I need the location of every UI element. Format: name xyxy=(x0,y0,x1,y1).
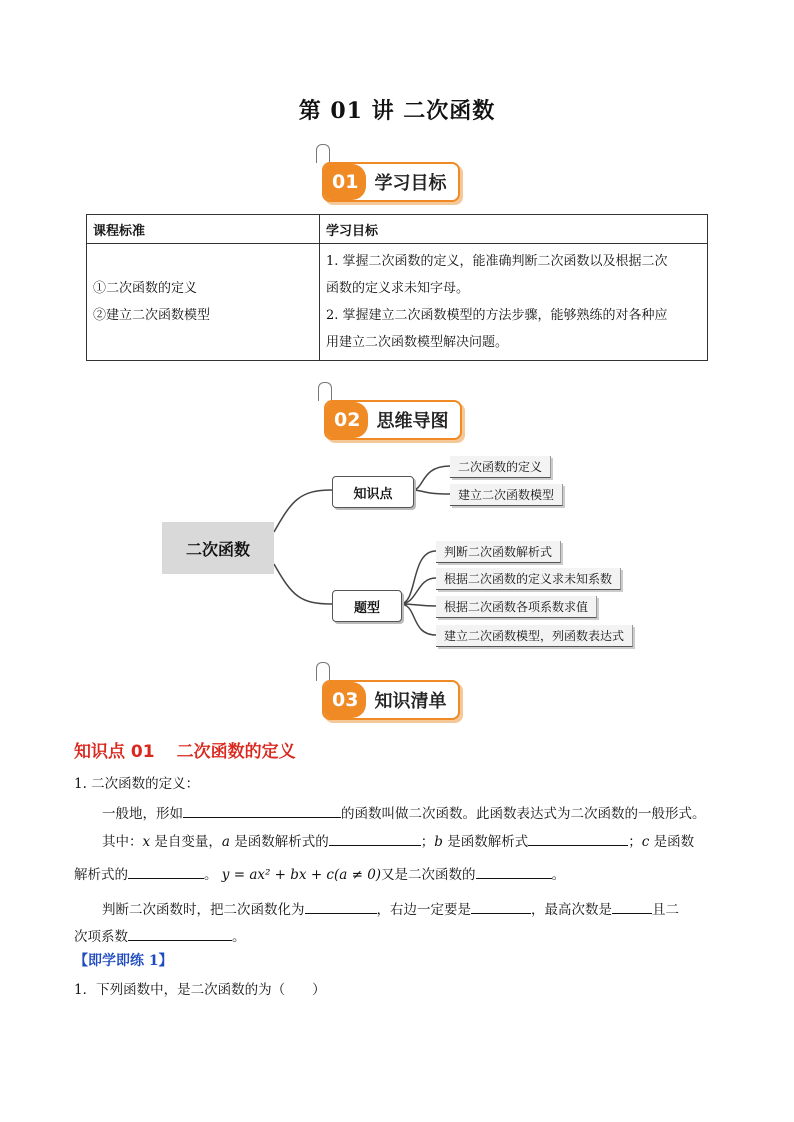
text-run: ，右边一定要是 xyxy=(376,902,471,918)
fill-blank[interactable] xyxy=(612,899,652,914)
text-run: 次项系数 xyxy=(74,929,128,945)
mindmap-center: 二次函数 xyxy=(162,522,274,574)
section-badge-knowledge xyxy=(322,676,472,716)
text-run: 的函数叫做二次函数。此函数表达式为二次函数的一般形式。 xyxy=(341,806,706,822)
section-label: 思维导图 xyxy=(376,411,449,432)
fill-blank[interactable] xyxy=(329,831,421,846)
text-run: 是函数解析式的 xyxy=(229,834,329,850)
fill-blank[interactable] xyxy=(528,831,628,846)
section-number: 02 xyxy=(326,402,368,438)
paragraph-judgement xyxy=(102,899,679,920)
section-label: 知识清单 xyxy=(374,691,447,712)
text-run: ，最高次数是 xyxy=(531,902,612,918)
knowledge-point-number: 知识点 01 xyxy=(74,742,155,762)
objective-line: 1. 掌握二次函数的定义，能准确判断二次函数以及根据二次 xyxy=(326,254,668,269)
standard-item: ①二次函数的定义 xyxy=(93,281,198,296)
mindmap-leaf: 建立二次函数模型，列函数表达式 xyxy=(436,625,633,647)
mindmap-leaf: 根据二次函数各项系数求值 xyxy=(436,596,597,618)
objective-line: 2. 掌握建立二次函数模型的方法步骤，能够熟练的对各种应 xyxy=(326,308,668,323)
paragraph-judgement-cont xyxy=(74,926,246,947)
text-run: 。 xyxy=(232,929,246,945)
fill-blank[interactable] xyxy=(305,899,377,914)
objective-line: 函数的定义求未知字母。 xyxy=(326,281,470,296)
math-var: a xyxy=(221,834,230,850)
fill-blank[interactable] xyxy=(471,899,531,914)
practice-question: 1．下列函数中，是二次函数的为（ ） xyxy=(74,982,326,998)
item-heading: 1. 二次函数的定义： xyxy=(74,776,200,792)
paragraph-definition xyxy=(102,803,706,824)
text-run: 是函数 xyxy=(649,834,695,850)
text-run: 。 xyxy=(551,867,566,883)
fill-blank[interactable] xyxy=(476,864,552,879)
paragraph-general-form xyxy=(74,864,565,885)
standard-item: ②建立二次函数模型 xyxy=(93,308,211,323)
text-run: 。 xyxy=(204,867,218,883)
text-run: 一般地，形如 xyxy=(102,806,183,822)
paragraph-coefficients xyxy=(102,831,694,852)
formula: y = ax² + bx + c(a ≠ 0) xyxy=(221,867,382,883)
mindmap-leaf: 二次函数的定义 xyxy=(450,456,551,478)
mindmap-leaf: 判断二次函数解析式 xyxy=(436,541,561,563)
fill-blank[interactable] xyxy=(128,926,232,941)
table-header-objective: 学习目标 xyxy=(320,215,708,244)
section-label: 学习目标 xyxy=(374,173,447,194)
text-run: 是函数解析式 xyxy=(442,834,529,850)
knowledge-point-title: 二次函数的定义 xyxy=(176,742,296,762)
text-run: 是自变量， xyxy=(150,834,222,850)
clip-icon xyxy=(316,662,330,681)
fill-blank[interactable] xyxy=(128,864,204,879)
mindmap-leaf: 根据二次函数的定义求未知系数 xyxy=(436,568,621,590)
fill-blank[interactable] xyxy=(183,803,341,818)
mindmap-branch-knowledge: 知识点 xyxy=(332,476,414,508)
text-run: 判断二次函数时，把二次函数化为 xyxy=(102,902,305,918)
section-number: 03 xyxy=(324,682,366,718)
text-run: 且二 xyxy=(652,902,679,918)
mindmap-leaf: 建立二次函数模型 xyxy=(450,484,563,506)
text-run: ； xyxy=(420,834,435,850)
text-run: 其中： xyxy=(102,834,143,850)
text-run: 解析式的 xyxy=(74,867,128,883)
knowledge-point-heading xyxy=(74,737,318,762)
section-number: 01 xyxy=(324,164,366,200)
table-header-standard: 课程标准 xyxy=(87,215,320,244)
math-var: c xyxy=(641,834,650,850)
math-var: b xyxy=(434,834,443,850)
text-run: 又是二次函数的 xyxy=(381,867,476,883)
mindmap-branch-question-types: 题型 xyxy=(332,590,402,622)
page-title: 第 01 讲 二次函数 xyxy=(298,98,496,124)
objective-line: 用建立二次函数模型解决问题。 xyxy=(326,335,509,350)
text-run: ； xyxy=(628,834,642,850)
math-var: x xyxy=(142,834,151,850)
practice-heading: 【即学即练 1】 xyxy=(74,953,173,969)
